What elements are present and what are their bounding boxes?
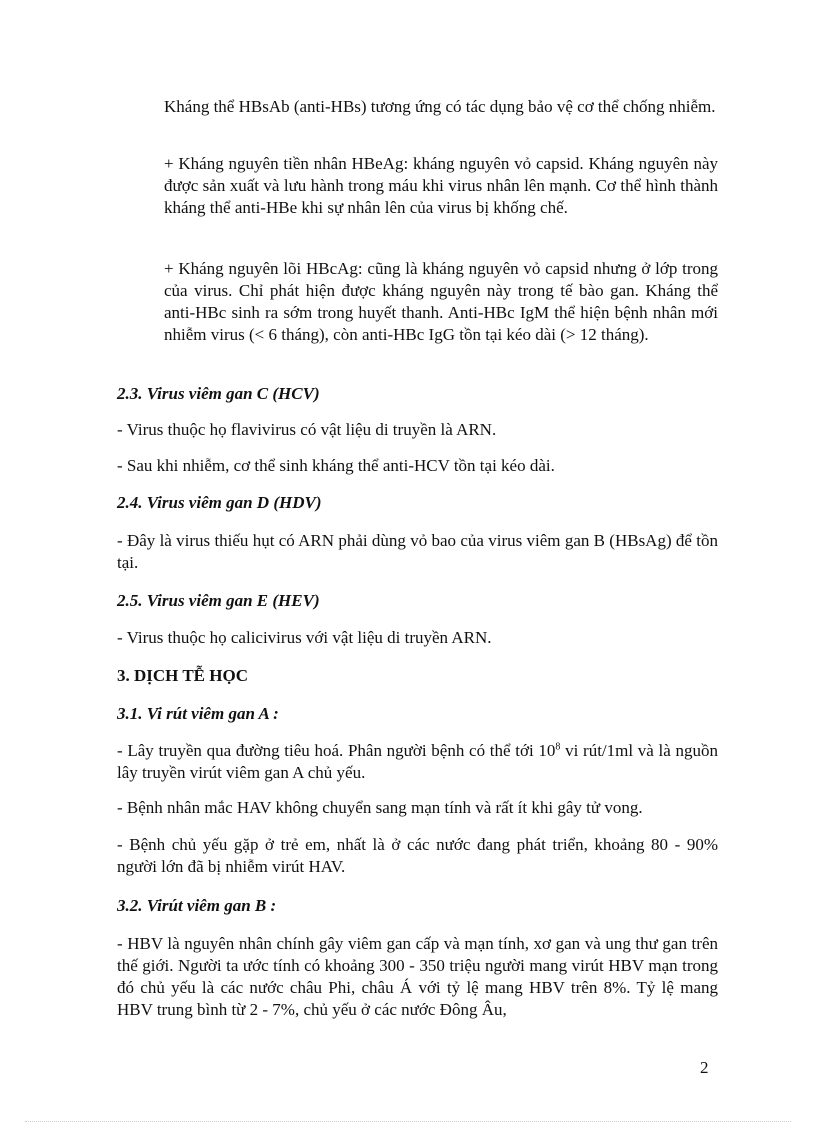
- paragraph-hbeag: + Kháng nguyên tiền nhân HBeAg: kháng nguyên vỏ capsid. Kháng nguyên này được sản xuất và lưu hành trong máu khi virus nhân lên mạnh. Cơ thể hình thành kháng thể anti-HBe khi sự nhân lên của virus bị khống chế.: [164, 154, 718, 217]
- paragraph-hdv: - Đây là virus thiếu hụt có ARN phải dùng vỏ bao của virus viêm gan B (HBsAg) để tồn tại.: [117, 531, 718, 572]
- paragraph-hav-transmission: [117, 740, 718, 784]
- paragraph-hev: - Virus thuộc họ calicivirus với vật liệu di truyền ARN.: [117, 628, 492, 647]
- page-number: 2: [700, 1058, 709, 1077]
- paragraph-hav-chronic: - Bệnh nhân mắc HAV không chuyển sang mạn tính và rất ít khi gây tử vong.: [117, 798, 643, 817]
- hav-text-b: vi rút/1ml và là nguồn lây truyền virút viêm gan A chủ yếu.: [117, 741, 719, 782]
- paragraph-hbcag: + Kháng nguyên lõi HBcAg: cũng là kháng nguyên vỏ capsid nhưng ở lớp trong của virus. Chỉ phát hiện được kháng nguyên này trong tế bào gan. Kháng thể anti-HBc sinh ra sớm trong huyết thanh. Anti-HBc IgM thể hiện bệnh nhân mới nhiễm virus (< 6 tháng), còn anti-HBc IgG tồn tại kéo dài (> 12 tháng).: [164, 259, 718, 344]
- hav-text-a: - Lây truyền qua đường tiêu hoá. Phân người bệnh có thể tới 10: [117, 741, 556, 760]
- heading-hdv: 2.4. Virus viêm gan D (HDV): [117, 493, 322, 512]
- heading-epidemiology: 3. DỊCH TỄ HỌC: [117, 666, 248, 685]
- paragraph-hav-children: - Bệnh chủ yếu gặp ở trẻ em, nhất là ở các nước đang phát triển, khoảng 80 - 90% người lớn đã bị nhiễm virút HAV.: [117, 835, 718, 876]
- paragraph-hbsab: Kháng thể HBsAb (anti-HBs) tương ứng có tác dụng bảo vệ cơ thể chống nhiễm.: [164, 97, 716, 116]
- heading-hav: 3.1. Vi rút viêm gan A :: [117, 704, 279, 723]
- heading-hbv: 3.2. Virút viêm gan B :: [117, 896, 277, 915]
- page-bottom-divider: [25, 1121, 791, 1122]
- hav-superscript: 8: [555, 741, 561, 753]
- heading-hcv: 2.3. Virus viêm gan C (HCV): [117, 384, 320, 403]
- heading-hev: 2.5. Virus viêm gan E (HEV): [117, 591, 320, 610]
- paragraph-hcv-antibody: - Sau khi nhiễm, cơ thể sinh kháng thể anti-HCV tồn tại kéo dài.: [117, 456, 555, 475]
- paragraph-hbv: - HBV là nguyên nhân chính gây viêm gan cấp và mạn tính, xơ gan và ung thư gan trên thế giới. Người ta ước tính có khoảng 300 - 350 triệu người mang virút HBV mạn trong đó chủ yếu là các nước châu Phi, châu Á với tỷ lệ mang HBV trên 8%. Tỷ lệ mang HBV trung bình từ 2 - 7%, chủ yếu ở các nước Đông Âu,: [117, 934, 718, 1019]
- paragraph-hcv-family: - Virus thuộc họ flavivirus có vật liệu di truyền là ARN.: [117, 420, 497, 439]
